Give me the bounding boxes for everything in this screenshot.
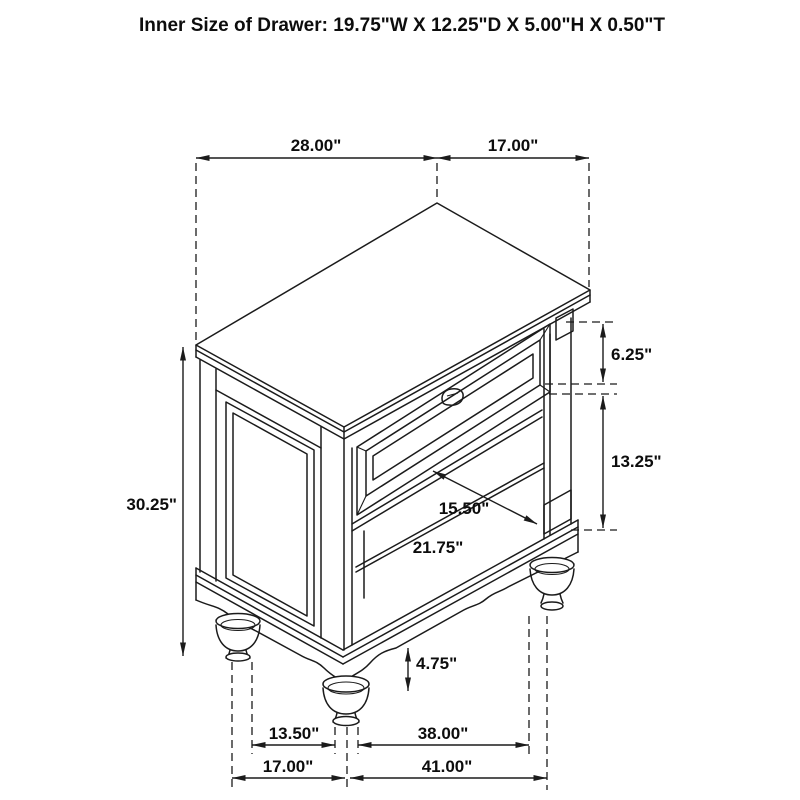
dim-label-opening-height: 13.25" [611,452,662,471]
dim-label-shelf-width: 21.75" [412,538,464,557]
dim-foot-height [408,648,457,691]
dim-label-top-depth: 17.00" [487,136,539,155]
dim-label-overall-height: 30.25" [126,495,177,514]
dim-label-drawer-face-height: 6.25" [611,345,653,364]
dim-label-shelf-depth: 15.50" [438,499,490,518]
dim-overall-height [126,347,183,656]
dim-label-foot-span-width: 38.00" [417,724,469,743]
dim-label-base-depth: 17.00" [262,757,314,776]
dim-label-base-width: 41.00" [421,757,473,776]
dim-drawer-face-height [545,322,652,384]
base-molding [196,520,578,682]
dim-base-width [350,616,547,790]
turned-feet [216,558,574,726]
dim-opening-height [549,394,662,530]
front-foot [323,676,369,726]
dim-shelf-depth [433,471,537,524]
left-rear-foot [216,614,260,662]
dim-foot-span-width [358,616,529,754]
nightstand-line-drawing [196,203,590,726]
dim-label-foot-span-depth: 13.50" [268,724,320,743]
right-rear-foot [530,558,574,611]
dim-label-top-width: 28.00" [290,136,342,155]
dim-shelf-width [413,538,464,557]
dim-label-foot-height: 4.75" [416,654,458,673]
dim-foot-span-depth [252,662,335,754]
diagram-title: Inner Size of Drawer: 19.75"W X 12.25"D X 5.00"H X 0.50"T [138,15,666,36]
